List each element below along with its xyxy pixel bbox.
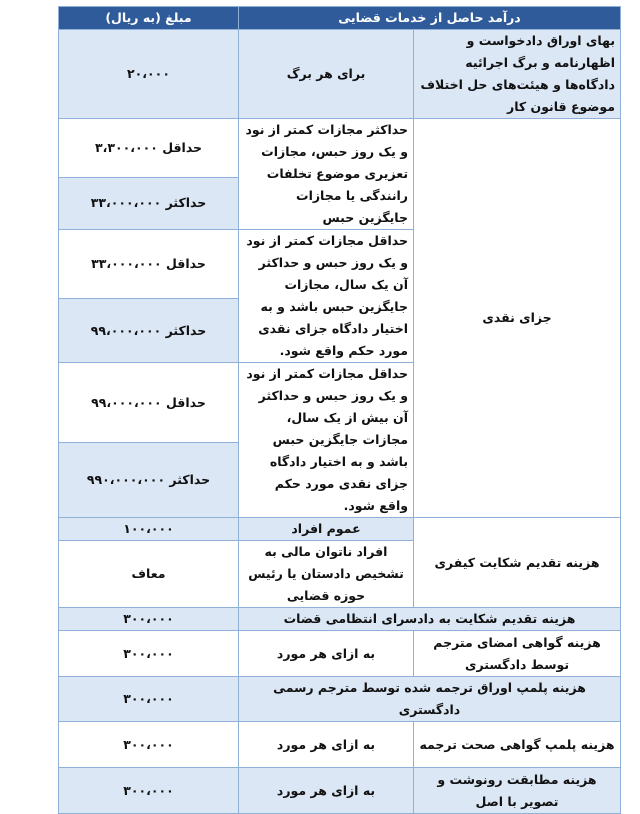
seal-label: هزینه پلمپ اوراق ترجمه شده توسط مترجم رسمی دادگستری xyxy=(239,677,621,722)
fine2-max: حداکثر ۹۹،۰۰۰،۰۰۰ xyxy=(59,299,239,363)
judicial-fees-table xyxy=(58,6,621,814)
fine1-desc: حداکثر مجازات کمتر از نود و یک روز حبس، مجازات تعزیری موضوع تخلفات رانندگی یا مجازات جایگزین حبس xyxy=(239,119,414,230)
disciplinary-amount: ۳۰۰،۰۰۰ xyxy=(59,608,239,631)
fine2-desc: حداقل مجازات کمتر از نود و یک روز حبس و حداکثر آن یک سال، مجازات جایگزین حبس باشد و به اختیار دادگاه جزای نقدی مورد حکم واقع شود. xyxy=(239,230,414,363)
fine3-max: حداکثر ۹۹۰،۰۰۰،۰۰۰ xyxy=(59,443,239,518)
translator-sig-unit: به ازای هر مورد xyxy=(239,631,414,677)
general-public-label: عموم افراد xyxy=(239,518,414,541)
fee-table-container xyxy=(58,6,620,814)
table-row xyxy=(59,30,621,119)
table-row xyxy=(59,722,621,768)
criminal-complaint-label: هزینه تقدیم شکایت کیفری xyxy=(414,518,621,608)
seal-cert-unit: به ازای هر مورد xyxy=(239,722,414,768)
fine3-min: حداقل ۹۹،۰۰۰،۰۰۰ xyxy=(59,363,239,443)
table-row xyxy=(59,518,621,541)
table-row xyxy=(59,768,621,814)
paper-fee-amount: ۲۰،۰۰۰ xyxy=(59,30,239,119)
needy-desc: افراد ناتوان مالی به تشخیص دادستان یا رئیس حوزه قضایی xyxy=(239,541,414,608)
paper-fee-desc: بهای اوراق دادخواست و اظهارنامه و برگ اجرائیه دادگاه‌ها و هیئت‌های حل اختلاف موضوع قانون کار xyxy=(414,30,621,119)
general-public-amount: ۱۰۰،۰۰۰ xyxy=(59,518,239,541)
fine1-max: حداکثر ۳۳،۰۰۰،۰۰۰ xyxy=(59,177,239,229)
fine1-min: حداقل ۳،۳۰۰،۰۰۰ xyxy=(59,119,239,178)
seal-amount: ۳۰۰،۰۰۰ xyxy=(59,677,239,722)
paper-fee-unit: برای هر برگ xyxy=(239,30,414,119)
table-row xyxy=(59,608,621,631)
seal-cert-amount: ۳۰۰،۰۰۰ xyxy=(59,722,239,768)
disciplinary-label: هزینه تقدیم شکایت به دادسرای انتظامی قضات xyxy=(239,608,621,631)
service-header: درآمد حاصل از خدمات قضایی xyxy=(239,7,621,30)
copy-match-label: هزینه مطابقت رونوشت و تصویر با اصل xyxy=(414,768,621,814)
translator-sig-label: هزینه گواهی امضای مترجم توسط دادگستری xyxy=(414,631,621,677)
copy-match-amount: ۳۰۰،۰۰۰ xyxy=(59,768,239,814)
table-row xyxy=(59,677,621,722)
fine2-min: حداقل ۳۳،۰۰۰،۰۰۰ xyxy=(59,230,239,299)
header-row xyxy=(59,7,621,30)
fine-label: جزای نقدی xyxy=(414,119,621,518)
needy-amount: معاف xyxy=(59,541,239,608)
amount-header: مبلغ (به ریال) xyxy=(59,7,239,30)
translator-sig-amount: ۳۰۰،۰۰۰ xyxy=(59,631,239,677)
table-row xyxy=(59,119,621,178)
seal-cert-label: هزینه پلمپ گواهی صحت ترجمه xyxy=(414,722,621,768)
copy-match-unit: به ازای هر مورد xyxy=(239,768,414,814)
fine3-desc: حداقل مجازات کمتر از نود و یک روز حبس و حداکثر آن بیش از یک سال، مجازات جایگزین حبس باشد و به اختیار دادگاه جزای نقدی مورد حکم واقع شود. xyxy=(239,363,414,518)
table-row xyxy=(59,631,621,677)
